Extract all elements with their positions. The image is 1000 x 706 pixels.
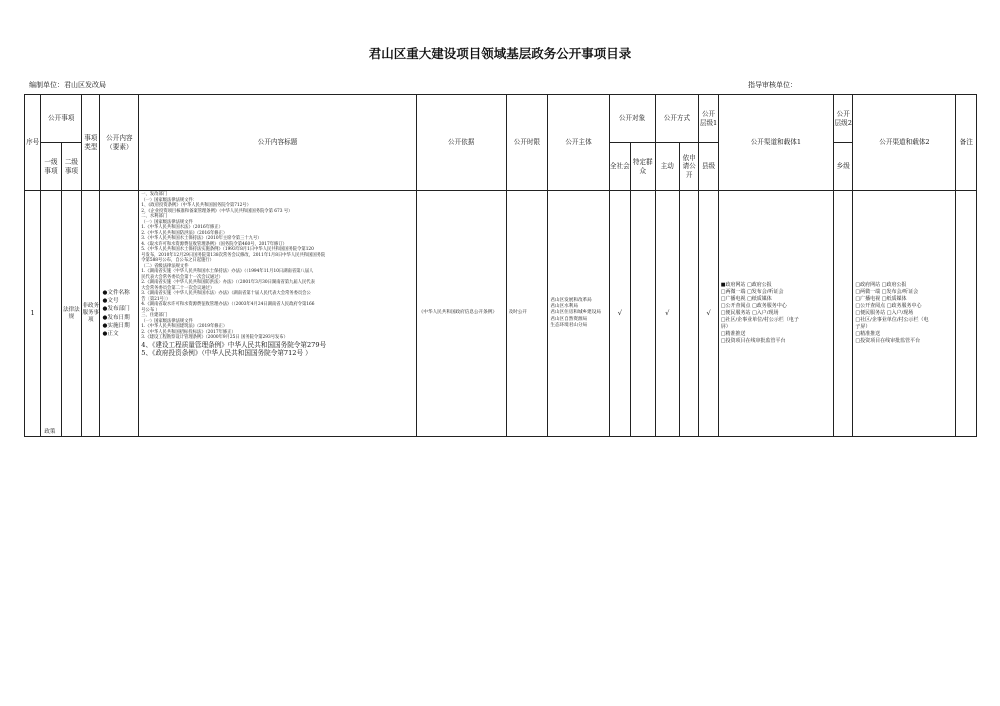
content-line: 2.《中华人民共和国招标投标法》（2017年修正） [141, 329, 236, 335]
content-line: 1.《中华人民共和国建筑法》（2019年修正） [141, 324, 228, 329]
content-line: 2.《中华人民共和国防洪法》（2016年修正） [141, 230, 228, 236]
content-line: （一）国家级法律法规文件 [141, 318, 193, 324]
channel1-item: □社区/企事业单位/村公示栏（电子 [720, 316, 799, 323]
content-line: 三、住建部门 [141, 313, 168, 318]
header-method-active: 主动 [655, 143, 679, 191]
element-item: ●文件名称 [102, 290, 130, 297]
header-level2: 公开层级2 [834, 95, 853, 143]
catalog-table [24, 94, 977, 437]
header-basis: 公开依据 [416, 95, 506, 191]
content-line: 4.《湖南省取水许可和水资源费征收管理办法》（（2003年4月24日湖南省人民政府令第166 [141, 302, 315, 307]
channel2-item: □精准推送 [855, 330, 881, 337]
row-remark [956, 191, 977, 437]
row-channels1 [718, 191, 833, 437]
header-level1-county: 县级 [699, 143, 718, 191]
channel2-item: □公开查阅点 □政务服务中心 [855, 303, 922, 310]
content-line: 1.《湖南省实施〈中华人民共和国水土保持法〉办法》（（1994年11月10日湖南省第八届人 [141, 269, 314, 274]
content-line: 3.《中华人民共和国水土保持法》（2010年主席令第三十九号） [141, 236, 262, 241]
table-row [25, 191, 977, 437]
header-level2-town: 乡级 [834, 143, 853, 191]
channel2-item: □投资项目在线审批监管平台 [855, 337, 921, 344]
content-line: 民代表大会常务委员会第十一次会议通过） [141, 274, 223, 280]
subject-item: 君山区水利局 [550, 304, 578, 310]
subject-item: 君山区发展和改革局 [550, 298, 592, 304]
header-elements: 公开内容（要素） [100, 95, 139, 191]
row-type: 非政务服务事项 [82, 191, 100, 437]
content-line: 4.《取水许可和水资源费征收管理条例》（国务院令第460号，2017年修订） [141, 241, 287, 247]
channel1-item: □便民服务站 □入户/现场 [720, 310, 779, 317]
header-target-all: 全社会 [609, 143, 630, 191]
content-line: 大会常务委员会第二十一次会议通过） [141, 285, 215, 291]
channel2-item: □社区/企事业单位/村公示栏（电 [855, 316, 929, 323]
row-elements [100, 191, 139, 437]
header-level1: 公开层级1 [699, 95, 718, 143]
header-item: 公开事项 [41, 95, 82, 143]
element-item: ●文号 [102, 298, 119, 305]
content-line: （一）国家级法律法规文件 [141, 219, 193, 225]
element-item: ●正文 [102, 330, 119, 337]
channel1-item: □两微一端 □发布会/听证会 [720, 289, 784, 296]
header-remark: 备注 [956, 95, 977, 191]
content-line: 二、水利部门 [141, 214, 168, 219]
content-line: 告〔第21号〕） [141, 296, 171, 302]
header-subject: 公开主体 [548, 95, 609, 191]
channel2-item: □便民服务站 □入户/现场 [855, 310, 914, 317]
row-l2: 法律法规 [61, 191, 81, 437]
row-method-apply [680, 191, 699, 437]
channel1-item: □精准推送 [720, 330, 746, 337]
header-target-group: 特定群众 [631, 143, 655, 191]
header-method: 公开方式 [655, 95, 699, 143]
channel2-item: □两微一端 □发布会/听证会 [855, 289, 919, 296]
row-target-all: √ [609, 191, 630, 437]
content-line: 1.《中华人民共和国水法》（2016年修正） [141, 225, 223, 230]
channel1-item: □公开查阅点 □政务服务中心 [720, 303, 787, 310]
channel2-item: 子屏） [855, 323, 871, 330]
header-seq: 序号 [25, 95, 41, 191]
content-line-large: 5、《政府投资条例》（中华人民共和国国务院令第712号 ） [141, 349, 312, 358]
content-line: 一、发改部门 [141, 192, 168, 197]
channel2-item: □政府网站 □政府公报 [855, 282, 907, 289]
channel1-item: □广播电视 □纸质媒体 [720, 296, 772, 303]
content-line: 号公布 ） [141, 307, 160, 313]
content-line: 3.《湖南省实施〈中华人民共和国水法〉办法》（湖南省第十届人民代表大会常务委员会公 [141, 291, 311, 296]
row-l1: 政策 [41, 191, 61, 437]
channel1-item: □投资项目在线审批监管平台 [720, 337, 786, 344]
row-channels2 [853, 191, 956, 437]
header-method-apply: 依申请公开 [680, 143, 699, 191]
header-item-l1: 一级事项 [41, 143, 61, 191]
row-target-group [631, 191, 655, 437]
reviewer-label: 指导审核单位： [748, 81, 797, 89]
header-channel2: 公开渠道和载体2 [853, 95, 956, 191]
row-level-town [834, 191, 853, 437]
header-target: 公开对象 [609, 95, 655, 143]
element-item: ●实施日期 [102, 322, 130, 329]
row-method-active: √ [655, 191, 679, 437]
row-subject [548, 191, 609, 437]
header-period: 公开时限 [506, 95, 548, 191]
element-item: ●发布部门 [102, 306, 130, 313]
element-item: ●发布日期 [102, 314, 130, 321]
header-content-title: 公开内容标题 [139, 95, 417, 191]
subject-item: 君山区自然资源局 [550, 316, 588, 322]
header-type: 事项类型 [82, 95, 100, 191]
content-line: 2、《企业投资项目核准和备案管理条例》（中华人民共和国国务院令第 673 号） [141, 208, 293, 214]
content-line: 5.《中华人民共和国水土保持法实施条例》（1993年8月1日中华人民共和国国务院令第120 [141, 247, 314, 252]
channel1-item: 屏） [720, 323, 731, 330]
content-line: （二）省级法律法规文件 [141, 263, 189, 269]
content-line: 号发布，2010年12月29日国务院第138次常务会议修改，2011年1月8日中华人民共和国国务院 [141, 252, 326, 258]
content-line: 2.《湖南省实施〈中华人民共和国防洪法〉办法》（（2001年3月30日湖南省第九届人民代表 [141, 280, 315, 285]
row-content [139, 191, 417, 437]
row-basis: 《中华人民共和国政府信息公开条例》 [416, 191, 506, 437]
row-level-county: √ [699, 191, 718, 437]
channel2-item: □广播电视 □纸质媒体 [855, 296, 907, 303]
subject-item: 君山区住房和城乡建设局 [550, 310, 601, 316]
header-channel1: 公开渠道和载体1 [718, 95, 833, 191]
header-item-l2: 二级事项 [61, 143, 81, 191]
row-period: 及时公开 [506, 191, 548, 437]
channel1-item: ■政府网站 □政府公报 [720, 282, 772, 289]
subject-item: 生态环境君山分局 [550, 322, 588, 328]
content-line-large: 4、《建设工程质量管理条例》中华人民共和国国务院令第279号 [141, 340, 327, 349]
content-line: 3.《建设工程勘察设计管理条例》（2000年9月25日 国务院令第293号发布） [141, 335, 288, 340]
page-title: 君山区重大建设项目领域基层政务公开事项目录 [368, 46, 632, 61]
content-line: （一）国家级法律法规文件： [141, 197, 198, 203]
compiler-label: 编制单位：君山区发改局 [29, 81, 106, 89]
content-line: 令第588号公布，自公布之日起施行） [141, 258, 214, 263]
content-line: 1、《政府投资条例》（中华人民共和国国务院令第712号） [141, 203, 252, 208]
row-seq: 1 [25, 191, 41, 437]
